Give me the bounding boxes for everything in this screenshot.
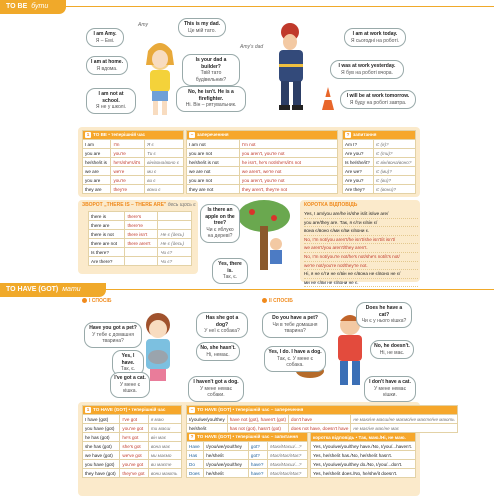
cell: you are not	[187, 176, 240, 185]
cell: Are there?	[89, 257, 125, 266]
cell: I'm	[111, 140, 145, 149]
bubble-have-11	[364, 376, 416, 402]
bubble-have-4	[196, 342, 240, 361]
bubble-text-en: Do you have a pet?	[272, 315, 318, 321]
bubble-right-2	[330, 60, 404, 79]
bubble-text-en: I've got a cat.	[114, 375, 146, 381]
cell: Is there?	[89, 248, 125, 257]
cell: вони мають	[148, 469, 181, 478]
cell: there is	[89, 212, 125, 221]
table-title	[83, 406, 182, 415]
cell: Yes, I/you/we/you/they do./No, I/you/...don't.	[311, 460, 416, 469]
table-row	[83, 451, 182, 460]
cell: they have (got)	[83, 469, 120, 478]
table-row	[89, 239, 192, 248]
cell: я маю	[148, 415, 181, 424]
cell: you aren't, you're not	[239, 176, 337, 185]
table-row	[311, 469, 416, 478]
table-row	[83, 158, 184, 167]
cell: ви маєте	[148, 460, 181, 469]
table-row	[311, 451, 416, 460]
cell: Have	[187, 442, 204, 451]
bubble-text-ua: Ні, не має.	[379, 349, 405, 356]
bubble-text-en: I am Amy.	[93, 31, 117, 37]
cell: we are	[83, 167, 111, 176]
bubble-text-ua: У тебе є домашня тварина?	[92, 331, 134, 344]
table-row	[83, 433, 182, 442]
cell: ми маємо	[148, 451, 181, 460]
bubble-text-ua: Ні. Він – рятувальник.	[185, 102, 237, 108]
table-row	[187, 442, 308, 451]
bubble-text-ua: Я був на роботі вчора.	[341, 69, 393, 76]
table-title	[187, 131, 338, 140]
table-title-text: запереченння	[197, 132, 229, 137]
cell: не має/не має/не має	[351, 424, 457, 433]
bubble-text-ua: Чи є яблуко на дереві?	[206, 226, 234, 239]
bubble-text-ua: Я не у школі.	[95, 104, 127, 110]
bubble-dad-1	[178, 18, 226, 37]
cell: there isn't	[125, 230, 158, 239]
cell	[125, 248, 158, 257]
bubble-text-en: No, she hasn't.	[200, 345, 236, 351]
table-row	[187, 158, 338, 167]
cell: got?	[248, 442, 267, 451]
header-title: TO HAVE (GOT)	[6, 286, 59, 293]
dad-figure	[279, 23, 334, 110]
table-row	[83, 415, 182, 424]
cell: Am I?	[343, 140, 374, 149]
cell: you have (got)	[83, 424, 120, 433]
cell: ти маєш	[148, 424, 181, 433]
cell: Ти є	[145, 149, 184, 158]
table-title-text: TO HAVE (GOT) • теперішній час – запитання	[197, 434, 298, 439]
cell: Are you?	[343, 149, 374, 158]
bubble-there-answer	[212, 258, 248, 284]
cell: she's got	[120, 442, 148, 451]
bubble-dad-2	[182, 54, 240, 86]
table-row	[187, 167, 338, 176]
bubble-right-3	[340, 90, 416, 109]
cell: got?	[248, 451, 267, 460]
table-row	[83, 149, 184, 158]
cell: you have (got)	[83, 460, 120, 469]
cell: he/she/it	[204, 469, 249, 478]
section-header-to-have	[0, 283, 106, 297]
table-row	[83, 460, 182, 469]
to-have-short-answer-table	[310, 432, 416, 478]
num-badge: –	[190, 407, 194, 412]
cell: does not have, doesn't have	[289, 424, 351, 433]
table-row	[89, 221, 192, 230]
there-is-title	[82, 202, 196, 208]
cell: Не є (десь)	[158, 230, 192, 239]
there-title-text: ЗВОРОТ „THERE IS – THERE ARE"	[82, 202, 167, 208]
bubble-text-ua: Чи є у нього кішка?	[361, 318, 407, 324]
bubble-dad-3	[176, 86, 246, 112]
bubble-text-en: Yes, I do. I have a dog.	[268, 349, 322, 355]
cell: Не є (десь)	[158, 239, 192, 248]
cell: we are not	[187, 167, 240, 176]
table-title-text: TO HAVE (GOT) • теперішній час – заперечення	[197, 407, 304, 412]
cell: I've got	[120, 415, 148, 424]
cell: you're	[111, 176, 145, 185]
bubble-text-ua: Це мій тато.	[188, 27, 216, 34]
cell: Я є	[145, 140, 184, 149]
bubble-right-1	[344, 28, 406, 47]
short-answer-line: ми не є/ви не є/вони не є.	[304, 279, 418, 288]
cell: він/вона/воно є	[145, 158, 184, 167]
bubble-text-ua: У мене є кішка.	[119, 381, 141, 394]
header-subtitle: бути	[31, 3, 49, 10]
cell: we aren't, we're not	[239, 167, 337, 176]
short-answer-line: we aren't/you aren't/they aren't.	[304, 244, 418, 253]
bubble-text-ua: Так, є. У мене є собака.	[276, 355, 314, 368]
num-badge: –	[190, 132, 194, 137]
header-rule	[100, 289, 494, 290]
table-title-text: TO BE • теперішній час	[93, 132, 146, 137]
cell: Are we?	[343, 167, 374, 176]
num-badge: ?	[190, 434, 194, 439]
bubble-text-en: Is your dad a builder?	[195, 57, 227, 70]
bubble-have-7	[262, 312, 328, 338]
short-answer-line: we're not/you're not/they're not.	[304, 262, 418, 271]
bubble-have-8	[356, 302, 412, 328]
cell: he's got	[120, 433, 148, 442]
bubble-text-ua: Я вдома.	[96, 65, 118, 72]
cell: не маю/не маєш/не маємо/не маєте/не мають	[351, 415, 457, 424]
cell	[125, 257, 158, 266]
bubble-text-ua: У мене немає кішки.	[373, 385, 407, 398]
bubble-text-en: I haven't got a dog.	[193, 379, 239, 385]
bubble-text-ua: Чи в тебе домашня тварина?	[272, 321, 318, 334]
to-have-negative-table	[186, 405, 458, 433]
cell: there aren't	[125, 239, 158, 248]
table-row	[187, 469, 308, 478]
bubble-text-en: I am at work today.	[352, 31, 398, 37]
bubble-text-ua: Ні, немає.	[206, 351, 230, 358]
cell	[158, 212, 192, 221]
cell: we have (got)	[83, 451, 120, 460]
bubble-text-en: No, he isn't. He is a firefighter.	[188, 89, 234, 102]
table-row	[187, 140, 338, 149]
cell: they've got	[120, 469, 148, 478]
cell: I am	[83, 140, 111, 149]
num-badge: 1	[86, 132, 90, 137]
cell: Має/Має/Має?	[268, 469, 308, 478]
cell: there's	[125, 212, 158, 221]
bubble-have-5	[110, 372, 150, 398]
cell: Чи є?	[158, 248, 192, 257]
section-i-text: I СПОСІБ	[89, 298, 112, 304]
illustration-top	[0, 15, 500, 120]
cell: there is not	[89, 230, 125, 239]
num-badge: 1	[86, 407, 90, 412]
bubble-text-en: Does he have a cat?	[365, 305, 403, 318]
bubble-have-9	[264, 346, 326, 372]
bubble-text-en: I was at work yesterday.	[338, 63, 396, 69]
bubble-text-en: I am not at school.	[98, 91, 124, 104]
to-be-question-table	[342, 130, 416, 194]
cell	[158, 221, 192, 230]
section-ii-text: II СПОСІБ	[269, 298, 293, 304]
table-row	[187, 451, 308, 460]
bubble-text-ua: Я – Емі.	[95, 37, 115, 44]
dot-icon	[262, 298, 267, 303]
table-row	[89, 248, 192, 257]
cell: don't have	[289, 415, 351, 424]
cell: Є (я)?	[373, 140, 415, 149]
bubble-text-en: No, he doesn't.	[374, 343, 410, 349]
dads-label: Amy's dad	[240, 44, 264, 50]
header-rule	[60, 6, 494, 7]
table-row	[187, 176, 338, 185]
bubble-text-en: Is there an apple on the tree?	[205, 207, 235, 226]
cell: have not (got), haven't (got)	[227, 415, 288, 424]
bubble-there-question	[200, 204, 240, 243]
cell: you're	[111, 149, 145, 158]
header-title: TO BE	[6, 3, 28, 10]
cell: has not (got), hasn't (got)	[227, 424, 288, 433]
table-row	[83, 424, 182, 433]
there-title-note: десь щось є	[167, 202, 196, 208]
section-ii-title	[262, 298, 293, 304]
to-be-present-table	[82, 130, 184, 194]
cell: Маю/Маєш/...?	[268, 442, 308, 451]
cell: there are not	[89, 239, 125, 248]
cell: you are not	[187, 149, 240, 158]
cell: we've got	[120, 451, 148, 460]
to-have-present-table	[82, 405, 182, 478]
bubble-text-ua: Так, є.	[222, 274, 238, 280]
table-row	[343, 149, 416, 158]
bubble-text-ua: У мене немає собаки.	[199, 385, 233, 398]
bubble-amy-2	[86, 56, 128, 75]
bubble-text-en: This is my dad.	[183, 21, 221, 27]
amy-label: Amy	[138, 22, 148, 28]
cell: ви є	[145, 176, 184, 185]
bubble-text-en: Yes, there is.	[218, 261, 242, 274]
cell: I/you/we/you/they	[204, 460, 249, 469]
cell: he's/she's/it's	[111, 158, 145, 167]
table-row	[187, 415, 458, 424]
table-title-text: запитання	[353, 132, 377, 137]
short-answer-line: No, I'm not/you're not/he's not/she's not/it's not/	[304, 253, 418, 262]
cell: ми є	[145, 167, 184, 176]
cell: він має	[148, 433, 181, 442]
to-have-question-table	[186, 432, 308, 478]
bubble-text-ua: Твій тато будівельник?	[195, 70, 227, 83]
cell: I am not	[187, 140, 240, 149]
short-answers-list	[304, 210, 418, 287]
cell: I/you/we/you/they	[204, 442, 249, 451]
table-row	[187, 149, 338, 158]
cell: you are	[83, 149, 111, 158]
table-row	[311, 442, 416, 451]
cell: there're	[125, 221, 158, 230]
cell: there are	[89, 221, 125, 230]
bubble-amy-3	[86, 88, 136, 114]
table-row	[343, 140, 416, 149]
cell: Має/Має/Має?	[268, 451, 308, 460]
cell: Yes, he/she/it has./No, he/she/it hasn't.	[311, 451, 416, 460]
table-row	[187, 185, 338, 194]
cell: have?	[248, 460, 267, 469]
cell: have?	[248, 469, 267, 478]
cell: you've got	[120, 460, 148, 469]
bubble-amy-1	[86, 28, 124, 47]
cell: Does	[187, 469, 204, 478]
table-row	[83, 442, 182, 451]
table-title	[343, 131, 416, 140]
cell: Чи є?	[158, 257, 192, 266]
table-title: коротка відповідь • Так, маю./Ні, не маю.	[311, 433, 416, 442]
cell: they are	[83, 185, 111, 194]
table-row	[89, 212, 192, 221]
table-title	[187, 433, 308, 442]
to-be-negative-table	[186, 130, 338, 194]
cell: she has (got)	[83, 442, 120, 451]
table-row	[343, 185, 416, 194]
amy-figure	[146, 43, 174, 115]
girl-with-cat	[146, 313, 170, 381]
cell: you are	[83, 176, 111, 185]
cell: Are they?	[343, 185, 374, 194]
cell: Yes, I/you/we/you/they have./No, I/you/...haven't.	[311, 442, 416, 451]
cell: they're	[111, 185, 145, 194]
bubble-text-en: Have you got a pet?	[89, 325, 137, 331]
cell: they aren't, they're not	[239, 185, 337, 194]
bubble-text-ua: У неї є собака?	[204, 328, 240, 334]
short-answer-line: you are/they are. Так, я є/ти є/він є/	[304, 219, 418, 228]
table-title	[83, 131, 184, 140]
cell: he isn't, he's not/she's/it's not	[239, 158, 337, 167]
header-subtitle: мати	[62, 286, 81, 293]
short-answer-line: No, I'm not/you aren't/he isn't/she isn't/it isn't/	[304, 236, 418, 245]
table-title	[187, 406, 458, 415]
table-title-text: TO HAVE (GOT) • теперішній час	[93, 407, 166, 412]
cell: he/she/it is not	[187, 158, 240, 167]
bubble-have-6	[188, 376, 244, 402]
cell: I have (got)	[83, 415, 120, 424]
table-row	[187, 460, 308, 469]
section-i-title	[82, 298, 111, 304]
bubble-text-ua: Я буду на роботі завтра.	[349, 99, 407, 106]
bubble-text-en: I will be at work tomorrow.	[346, 93, 410, 99]
num-badge: ?	[346, 132, 350, 137]
cell: I/you/we/you/they	[187, 415, 228, 424]
dot-icon	[82, 298, 87, 303]
cell: he/she/it	[204, 451, 249, 460]
short-answer-line: Yes, I am/you are/he is/she is/it is/we are/	[304, 210, 418, 219]
cell: Є (ти)?	[373, 149, 415, 158]
cell: Has	[187, 451, 204, 460]
bubble-have-10	[370, 340, 414, 359]
cell: Yes, he/she/it does./No, he/she/it doesn't.	[311, 469, 416, 478]
cell: I'm not	[239, 140, 337, 149]
cell: Є він/вона/воно?	[373, 158, 415, 167]
cell: he/she/it is	[83, 158, 111, 167]
cell: Маю/Маєш/...?	[268, 460, 308, 469]
table-row	[83, 469, 182, 478]
table-row	[89, 257, 192, 266]
short-answer-line: вона є/воно є/ми є/ви є/вони є.	[304, 227, 418, 236]
table-row	[83, 167, 184, 176]
cell: Є (ви)?	[373, 176, 415, 185]
cell: he has (got)	[83, 433, 120, 442]
cell: Є (вони)?	[373, 185, 415, 194]
there-is-table	[88, 211, 192, 266]
short-answer-line: Ні, я не є/ти не є/він не є/вона не є/воно не є/	[304, 270, 418, 279]
table-row	[343, 158, 416, 167]
cell: Є (ми)?	[373, 167, 415, 176]
cell: we're	[111, 167, 145, 176]
cell: he/she/it	[187, 424, 228, 433]
table-row	[343, 176, 416, 185]
bubble-text-ua: Так, є.	[120, 366, 136, 372]
cell: Do	[187, 460, 204, 469]
section-header-to-be	[0, 0, 66, 14]
cell: you aren't, you're not	[239, 149, 337, 158]
table-row	[311, 460, 416, 469]
table-row	[83, 185, 184, 194]
cell: you've got	[120, 424, 148, 433]
table-row	[83, 176, 184, 185]
bubble-have-2	[196, 312, 248, 338]
short-answers-title: КОРОТКА ВІДПОВІДЬ	[304, 202, 358, 208]
bubble-text-en: I am at home.	[91, 59, 123, 65]
bubble-text-en: Has she got a dog?	[205, 315, 239, 328]
table-row	[89, 230, 192, 239]
bubble-text-ua: Я сьогодні на роботі.	[350, 37, 400, 44]
table-row	[343, 167, 416, 176]
cell: they are not	[187, 185, 240, 194]
bubble-have-1	[84, 322, 142, 348]
cell: Are you?	[343, 176, 374, 185]
cell: Is he/she/it?	[343, 158, 374, 167]
table-row	[83, 140, 184, 149]
cell: вона має	[148, 442, 181, 451]
cell: вони є	[145, 185, 184, 194]
bubble-text-en: Yes, I have.	[121, 353, 135, 366]
bubble-text-en: I don't have a cat.	[369, 379, 411, 385]
